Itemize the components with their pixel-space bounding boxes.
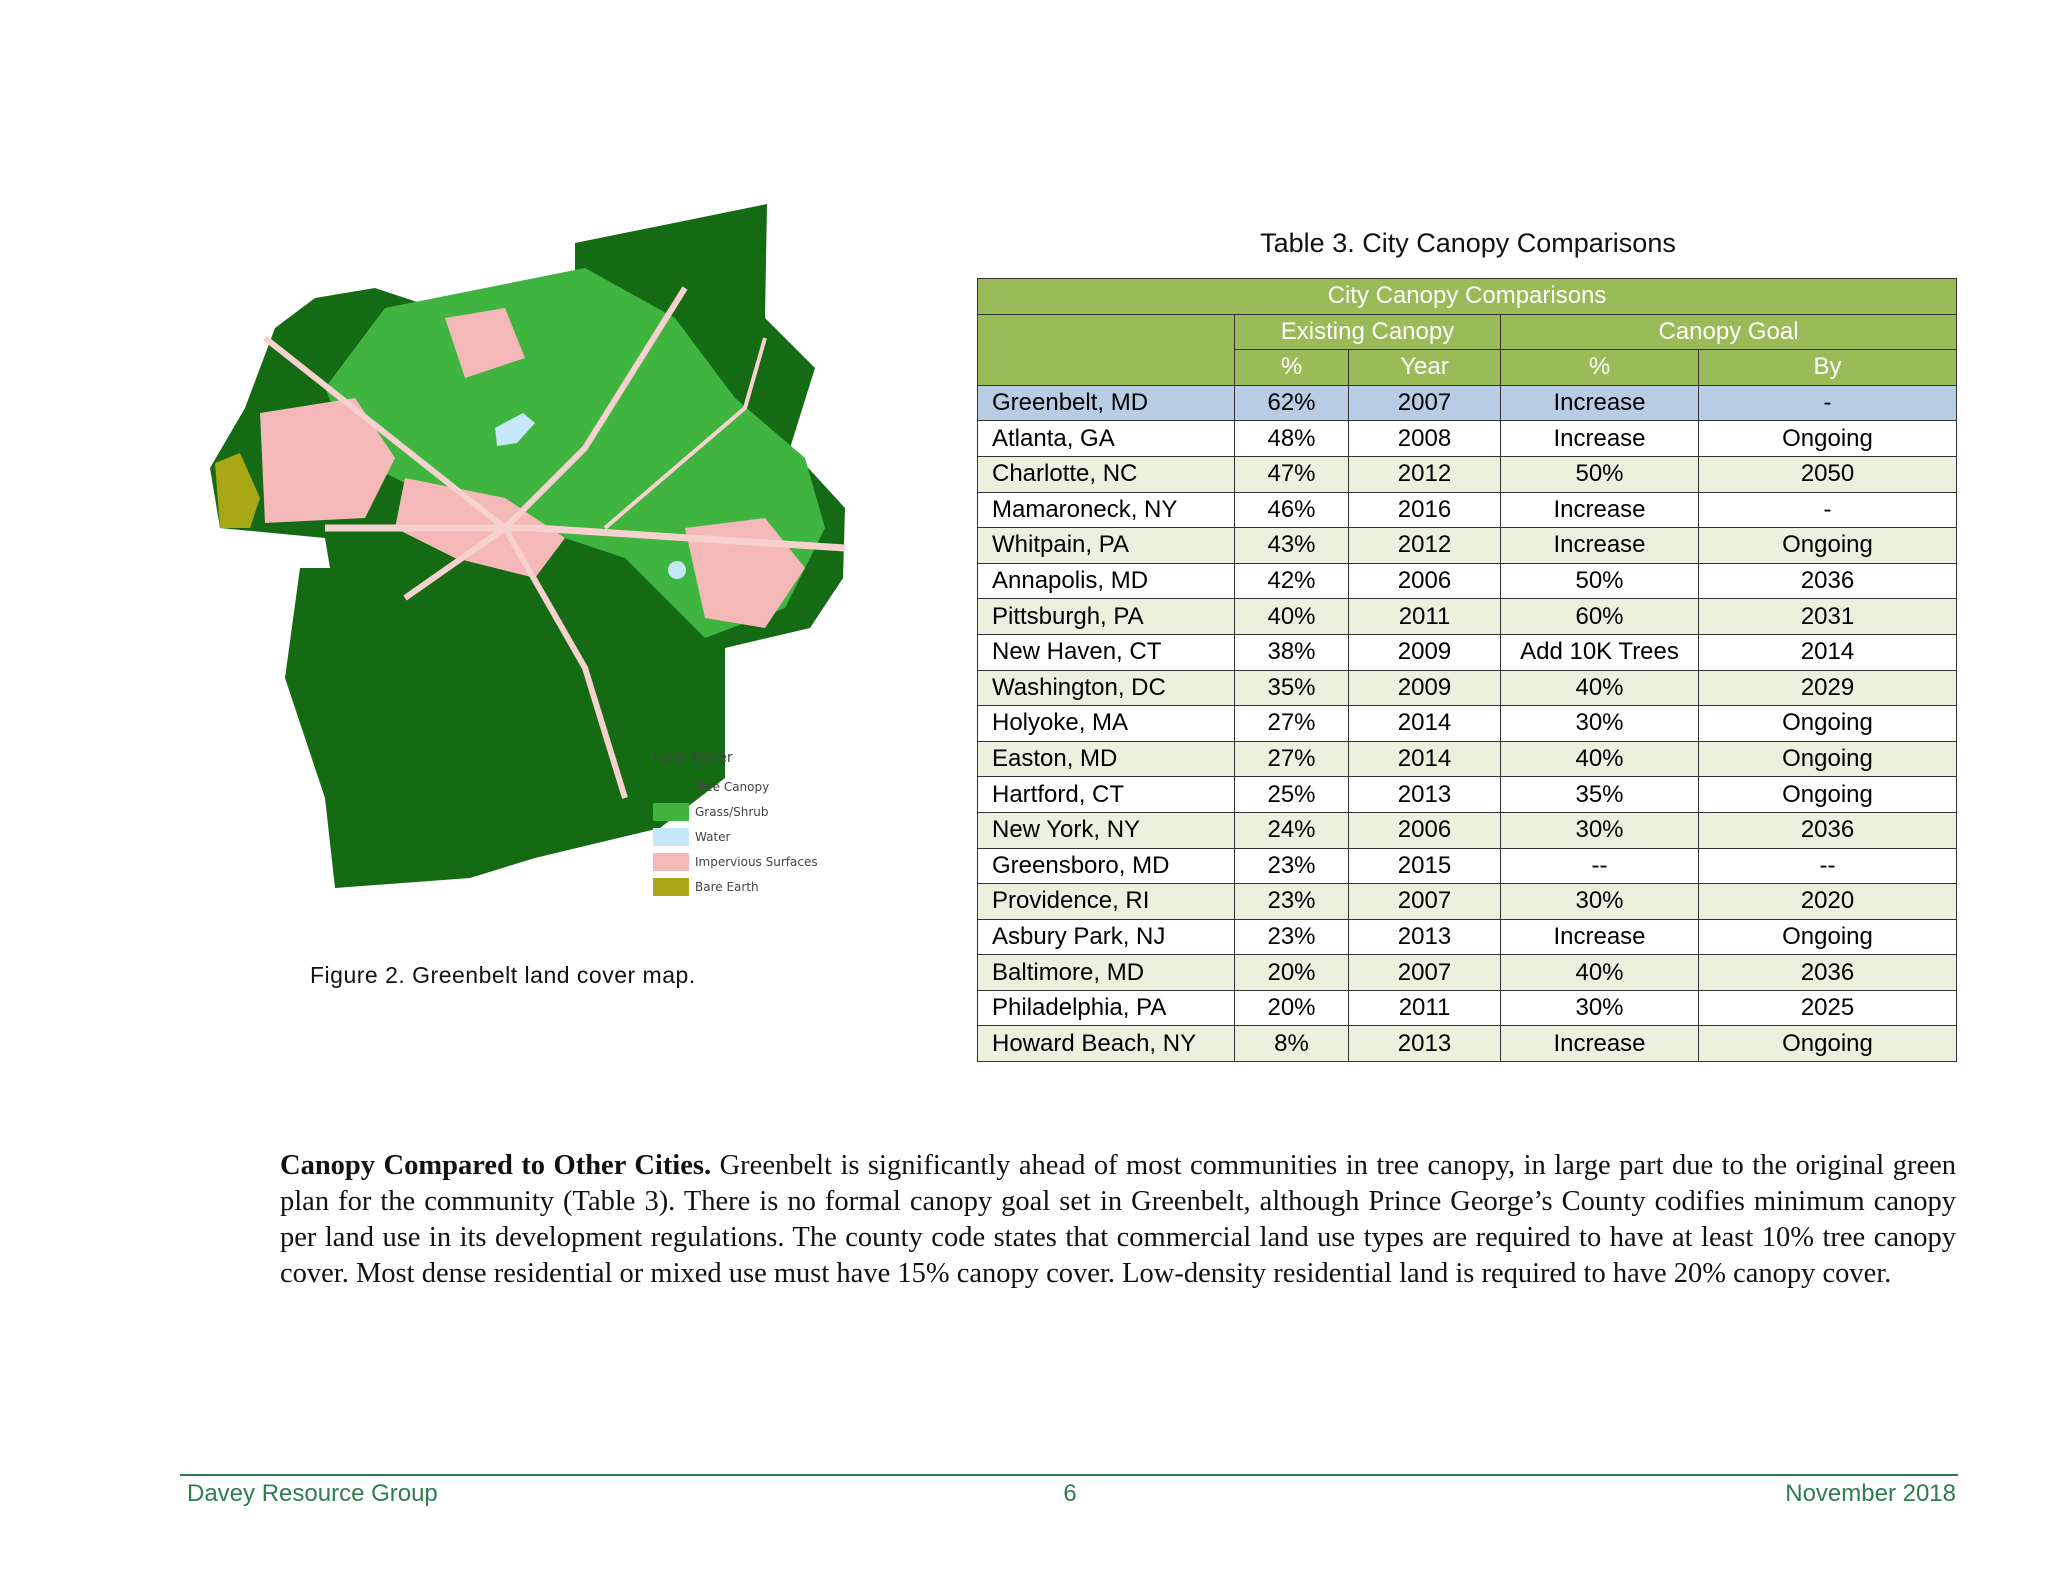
legend-title: Land Cover: [653, 750, 733, 766]
figure-caption: Figure 2. Greenbelt land cover map.: [310, 962, 696, 988]
cell-goal: 60%: [1501, 599, 1699, 635]
cell-goal: 30%: [1501, 990, 1699, 1026]
cell-goal: Increase: [1501, 421, 1699, 457]
cell-pct: 24%: [1235, 812, 1349, 848]
table-row: [978, 848, 1957, 884]
cell-by: 2029: [1699, 670, 1957, 706]
table-row: [978, 812, 1957, 848]
cell-by: 2036: [1699, 955, 1957, 991]
cell-pct: 25%: [1235, 777, 1349, 813]
cell-goal: --: [1501, 848, 1699, 884]
header-goal-pct: %: [1501, 350, 1699, 386]
cell-goal: Increase: [1501, 492, 1699, 528]
table-row: [978, 741, 1957, 777]
table-row: [978, 706, 1957, 742]
footer-organization: Davey Resource Group: [187, 1480, 438, 1507]
header-blank: [978, 314, 1235, 385]
cell-by: -: [1699, 492, 1957, 528]
cell-city: Howard Beach, NY: [978, 1026, 1235, 1062]
cell-year: 2011: [1349, 990, 1501, 1026]
cell-year: 2006: [1349, 563, 1501, 599]
legend-item-impervious: [653, 849, 818, 874]
header-existing-pct: %: [1235, 350, 1349, 386]
table-row: [978, 955, 1957, 991]
cell-by: -: [1699, 385, 1957, 421]
cell-pct: 42%: [1235, 563, 1349, 599]
cell-goal: 50%: [1501, 456, 1699, 492]
legend-swatch: [653, 803, 689, 821]
cell-pct: 20%: [1235, 990, 1349, 1026]
cell-pct: 38%: [1235, 634, 1349, 670]
cell-by: Ongoing: [1699, 706, 1957, 742]
cell-goal: 30%: [1501, 884, 1699, 920]
cell-by: 2020: [1699, 884, 1957, 920]
cell-pct: 47%: [1235, 456, 1349, 492]
table-row: [978, 528, 1957, 564]
cell-pct: 23%: [1235, 919, 1349, 955]
cell-year: 2007: [1349, 955, 1501, 991]
table-row: [978, 990, 1957, 1026]
legend-swatch: [653, 878, 689, 896]
cell-city: Pittsburgh, PA: [978, 599, 1235, 635]
cell-city: Atlanta, GA: [978, 421, 1235, 457]
cell-pct: 8%: [1235, 1026, 1349, 1062]
cell-by: Ongoing: [1699, 919, 1957, 955]
paragraph-text: Greenbelt is significantly ahead of most communities in tree canopy, in large part due to the original green plan for the community (Table 3). There is no formal canopy goal set in Greenbelt, although Prince George’s County codifies minimum canopy per land use in its development regulations. The county code states that commercial land use types are required to have at least 10% tree canopy cover. Most dense residential or mixed use must have 15% canopy cover. Low-density residential land is required to have 20% canopy cover.: [280, 1150, 1956, 1289]
table-row: [978, 634, 1957, 670]
cell-by: Ongoing: [1699, 777, 1957, 813]
footer-date: November 2018: [1785, 1480, 1956, 1507]
cell-by: Ongoing: [1699, 1026, 1957, 1062]
cell-city: Philadelphia, PA: [978, 990, 1235, 1026]
table-row: [978, 884, 1957, 920]
table-row: [978, 1026, 1957, 1062]
cell-city: New York, NY: [978, 812, 1235, 848]
cell-year: 2012: [1349, 528, 1501, 564]
header-existing-year: Year: [1349, 350, 1501, 386]
paragraph-heading: Canopy Compared to Other Cities.: [280, 1150, 712, 1181]
cell-pct: 27%: [1235, 741, 1349, 777]
table-title: City Canopy Comparisons: [978, 279, 1957, 315]
cell-year: 2009: [1349, 634, 1501, 670]
cell-goal: Increase: [1501, 528, 1699, 564]
map-water-pond: [668, 561, 686, 579]
legend-item-grass-shrub: [653, 799, 818, 824]
legend-item-tree-canopy: [653, 774, 818, 799]
cell-year: 2012: [1349, 456, 1501, 492]
footer-page-number: 6: [1063, 1480, 1077, 1507]
cell-city: Greenbelt, MD: [978, 385, 1235, 421]
table-row: [978, 599, 1957, 635]
table-row: [978, 777, 1957, 813]
legend-label: Grass/Shrub: [695, 804, 769, 819]
cell-by: Ongoing: [1699, 421, 1957, 457]
cell-pct: 27%: [1235, 706, 1349, 742]
cell-goal: 30%: [1501, 706, 1699, 742]
table-row: [978, 492, 1957, 528]
table-row: [978, 385, 1957, 421]
cell-pct: 23%: [1235, 848, 1349, 884]
cell-goal: Add 10K Trees: [1501, 634, 1699, 670]
cell-goal: 40%: [1501, 670, 1699, 706]
cell-city: Washington, DC: [978, 670, 1235, 706]
legend-swatch: [653, 828, 689, 846]
cell-pct: 43%: [1235, 528, 1349, 564]
cell-year: 2007: [1349, 884, 1501, 920]
cell-city: Asbury Park, NJ: [978, 919, 1235, 955]
cell-city: Annapolis, MD: [978, 563, 1235, 599]
cell-by: Ongoing: [1699, 528, 1957, 564]
cell-year: 2013: [1349, 919, 1501, 955]
cell-city: Holyoke, MA: [978, 706, 1235, 742]
header-goal-by: By: [1699, 350, 1957, 386]
cell-city: Whitpain, PA: [978, 528, 1235, 564]
cell-year: 2008: [1349, 421, 1501, 457]
cell-year: 2006: [1349, 812, 1501, 848]
cell-pct: 23%: [1235, 884, 1349, 920]
cell-city: Easton, MD: [978, 741, 1235, 777]
cell-city: Mamaroneck, NY: [978, 492, 1235, 528]
cell-city: Charlotte, NC: [978, 456, 1235, 492]
map-legend: [653, 750, 818, 899]
legend-label: Bare Earth: [695, 879, 759, 894]
cell-by: 2036: [1699, 563, 1957, 599]
cell-by: 2025: [1699, 990, 1957, 1026]
cell-city: Baltimore, MD: [978, 955, 1235, 991]
cell-pct: 46%: [1235, 492, 1349, 528]
cell-year: 2013: [1349, 1026, 1501, 1062]
legend-label: Tree Canopy: [695, 779, 770, 794]
cell-year: 2015: [1349, 848, 1501, 884]
table-row: [978, 563, 1957, 599]
cell-city: New Haven, CT: [978, 634, 1235, 670]
cell-goal: Increase: [1501, 919, 1699, 955]
cell-goal: Increase: [1501, 1026, 1699, 1062]
legend-item-bare-earth: [653, 874, 818, 899]
legend-swatch: [653, 778, 689, 796]
legend-label: Impervious Surfaces: [695, 854, 818, 869]
legend-label: Water: [695, 829, 731, 844]
cell-pct: 48%: [1235, 421, 1349, 457]
cell-year: 2011: [1349, 599, 1501, 635]
cell-pct: 20%: [1235, 955, 1349, 991]
cell-goal: 40%: [1501, 741, 1699, 777]
cell-year: 2007: [1349, 385, 1501, 421]
table-row: [978, 421, 1957, 457]
footer-rule: [180, 1474, 1958, 1476]
cell-year: 2014: [1349, 706, 1501, 742]
table-body: [978, 385, 1957, 1061]
cell-city: Hartford, CT: [978, 777, 1235, 813]
header-canopy-goal: Canopy Goal: [1501, 314, 1957, 350]
legend-item-water: [653, 824, 818, 849]
cell-pct: 40%: [1235, 599, 1349, 635]
cell-goal: 50%: [1501, 563, 1699, 599]
cell-by: 2014: [1699, 634, 1957, 670]
cell-by: 2031: [1699, 599, 1957, 635]
cell-pct: 62%: [1235, 385, 1349, 421]
cell-by: --: [1699, 848, 1957, 884]
cell-city: Greensboro, MD: [978, 848, 1235, 884]
cell-year: 2009: [1349, 670, 1501, 706]
table-row: [978, 670, 1957, 706]
cell-goal: 30%: [1501, 812, 1699, 848]
cell-goal: 35%: [1501, 777, 1699, 813]
table-row: [978, 919, 1957, 955]
body-paragraph: [280, 1148, 1956, 1292]
cell-year: 2016: [1349, 492, 1501, 528]
cell-by: 2050: [1699, 456, 1957, 492]
canopy-table: [977, 278, 1957, 1062]
cell-pct: 35%: [1235, 670, 1349, 706]
table-row: [978, 456, 1957, 492]
header-existing-canopy: Existing Canopy: [1235, 314, 1501, 350]
cell-by: Ongoing: [1699, 741, 1957, 777]
cell-year: 2013: [1349, 777, 1501, 813]
cell-goal: 40%: [1501, 955, 1699, 991]
table-caption: Table 3. City Canopy Comparisons: [1260, 228, 1676, 258]
cell-by: 2036: [1699, 812, 1957, 848]
legend-swatch: [653, 853, 689, 871]
cell-city: Providence, RI: [978, 884, 1235, 920]
cell-year: 2014: [1349, 741, 1501, 777]
cell-goal: Increase: [1501, 385, 1699, 421]
